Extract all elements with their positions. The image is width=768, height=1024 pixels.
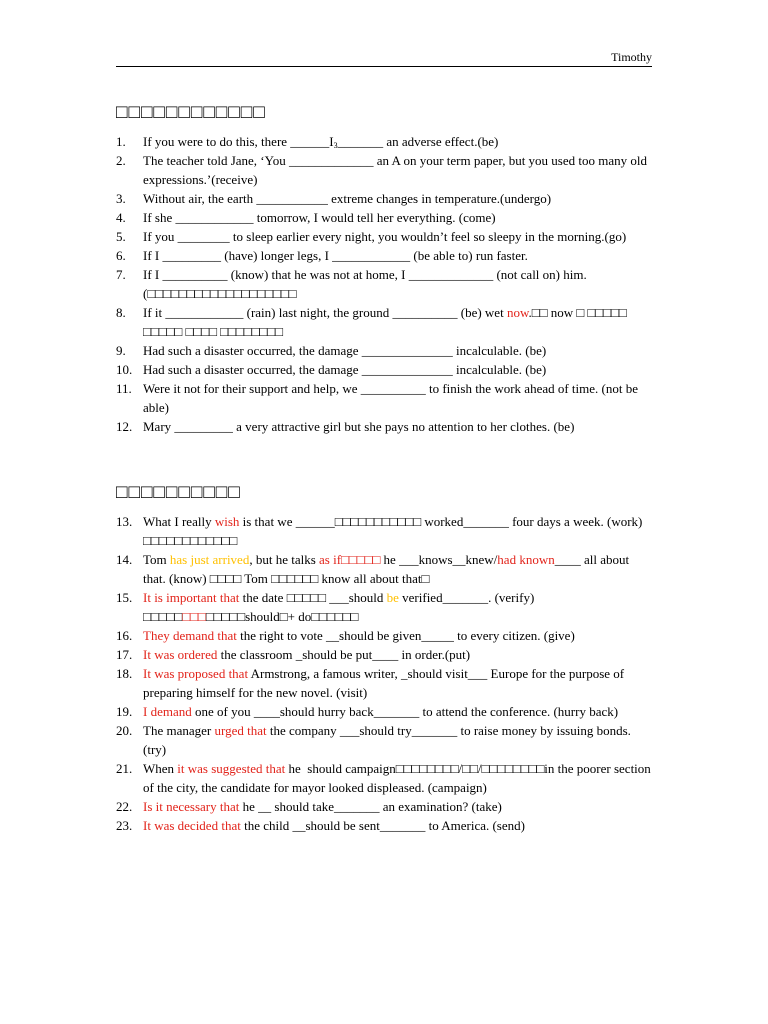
- highlight-red-text: It was proposed that: [143, 666, 249, 681]
- item-text: The teacher told Jane, ‘You _____________ an A on your term paper, but you used too many old expressions.’(receive): [143, 153, 647, 187]
- exercise-item: [116, 341, 652, 360]
- item-text: Were it not for their support and help, we __________ to finish the work ahead of time. (not be able): [143, 381, 639, 415]
- item-number: 4.: [116, 210, 126, 225]
- item-number: 7.: [116, 267, 126, 282]
- item-number: 11.: [116, 381, 132, 396]
- item-text: If you ________ to sleep earlier every night, you wouldn’t feel so sleepy in the morning.(go): [143, 229, 627, 244]
- item-text: The manager: [143, 723, 215, 738]
- item-text: , but he talks: [249, 552, 320, 567]
- item-text: Tom: [143, 552, 170, 567]
- highlight-red-text: It was ordered: [143, 647, 218, 662]
- item-number: 19.: [116, 704, 133, 719]
- exercise-item: [116, 626, 652, 645]
- item-text: If she ____________ tomorrow, I would tell her everything. (come): [143, 210, 496, 225]
- item-text: he should campaign□□□□□□□□/□□/□□□□□□□□in the poorer section of the city, the candidate for mayor looked displeased. (campaign): [143, 761, 651, 795]
- highlight-red-text: I demand: [143, 704, 192, 719]
- item-text: What I really: [143, 514, 215, 529]
- item-number: 22.: [116, 799, 133, 814]
- item-number: 15.: [116, 590, 133, 605]
- highlight-red-text: It was decided that: [143, 818, 241, 833]
- item-number: 3.: [116, 191, 126, 206]
- item-text: Had such a disaster occurred, the damage ______________ incalculable. (be): [143, 362, 547, 377]
- item-text: .□□ now □ □□□□□ □□□□□ □□□□ □□□□□□□□: [143, 305, 627, 339]
- item-text: _______ an adverse effect.(be): [337, 134, 499, 149]
- exercise-item: [116, 208, 652, 227]
- exercise-item: [116, 797, 652, 816]
- exercise-item: [116, 417, 652, 436]
- item-text: If you were to do this, there ______I: [143, 134, 334, 149]
- item-number: 17.: [116, 647, 133, 662]
- exercise-item: [116, 816, 652, 835]
- item-text: verified_______. (verify) □□□□□: [143, 590, 535, 624]
- section-1-list: [116, 132, 652, 436]
- exercise-item: [116, 265, 652, 303]
- section-1-title: □□□□□□□□□□□□: [116, 102, 266, 123]
- item-text: the date □□□□□ ___should: [239, 590, 387, 605]
- item-text: the classroom _should be put____ in order.(put): [217, 647, 471, 662]
- header-author: Timothy: [611, 50, 652, 64]
- item-text: □□□□□should□+ do□□□□□□: [205, 609, 359, 624]
- item-number: 10.: [116, 362, 133, 377]
- highlight-red-text: □□□: [182, 609, 206, 624]
- item-text: the company ___should try_______ to raise money by issuing bonds. (try): [143, 723, 631, 757]
- item-text: Mary _________ a very attractive girl but she pays no attention to her clothes. (be): [143, 419, 575, 434]
- item-text: one of you ____should hurry back_______ to attend the conference. (hurry back): [191, 704, 619, 719]
- section-2-title: □□□□□□□□□□: [116, 482, 241, 503]
- item-number: 13.: [116, 514, 133, 529]
- item-text: Had such a disaster occurred, the damage ______________ incalculable. (be): [143, 343, 547, 358]
- highlight-red-text: urged that: [214, 723, 267, 738]
- exercise-item: [116, 512, 652, 550]
- item-number: 6.: [116, 248, 126, 263]
- item-text: ____ all about that. (know) □□□□ Tom □□□□□□ know all about that□: [143, 552, 630, 586]
- exercise-item: [116, 664, 652, 702]
- item-text: When: [143, 761, 178, 776]
- exercise-item: [116, 702, 652, 721]
- item-number: 9.: [116, 343, 126, 358]
- exercise-item: [116, 759, 652, 797]
- item-text: If I _________ (have) longer legs, I ____________ (be able to) run faster.: [143, 248, 528, 263]
- item-text: the child __should be sent_______ to America. (send): [240, 818, 525, 833]
- highlight-red-text: Is it necessary that: [143, 799, 240, 814]
- highlight-red-text: now: [506, 305, 529, 320]
- highlight-red-text: wish: [214, 514, 240, 529]
- section-2-list: [116, 512, 652, 835]
- highlight-red-text: as if□□□□□: [319, 552, 381, 567]
- item-number: 14.: [116, 552, 133, 567]
- exercise-item: [116, 360, 652, 379]
- item-text: If I __________ (know) that he was not at home, I _____________ (not call on) him.(□□□□□□□□□□□□□□□□□□□: [143, 267, 587, 301]
- highlight-red-text: it was suggested that: [177, 761, 286, 776]
- exercise-item: [116, 132, 652, 151]
- item-text: 3: [333, 141, 338, 150]
- item-number: 23.: [116, 818, 133, 833]
- item-number: 16.: [116, 628, 133, 643]
- item-text: If it ____________ (rain) last night, the ground __________ (be) wet: [143, 305, 507, 320]
- exercise-item: [116, 379, 652, 417]
- exercise-item: [116, 721, 652, 759]
- item-number: 12.: [116, 419, 133, 434]
- item-text: the right to vote __should be given_____ to every citizen. (give): [236, 628, 575, 643]
- item-number: 21.: [116, 761, 133, 776]
- exercise-item: [116, 550, 652, 588]
- item-number: 5.: [116, 229, 126, 244]
- highlight-red-text: They demand that: [143, 628, 237, 643]
- item-text: he __ should take_______ an examination? (take): [239, 799, 502, 814]
- item-number: 18.: [116, 666, 133, 681]
- item-text: Without air, the earth ___________ extreme changes in temperature.(undergo): [143, 191, 552, 206]
- item-text: Armstrong, a famous writer, _should visit___ Europe for the purpose of preparing himself for the new novel. (visit): [143, 666, 625, 700]
- item-number: 20.: [116, 723, 133, 738]
- item-text: is that we ______□□□□□□□□□□□ worked_______ four days a week. (work) □□□□□□□□□□□□: [143, 514, 643, 548]
- exercise-item: [116, 645, 652, 664]
- exercise-item: [116, 588, 652, 626]
- exercise-item: [116, 151, 652, 189]
- highlight-yellow-text: be: [386, 590, 399, 605]
- exercise-item: [116, 303, 652, 341]
- page-header: [116, 48, 652, 67]
- highlight-yellow-text: has just arrived: [169, 552, 250, 567]
- item-text: he ___knows__knew/: [380, 552, 498, 567]
- item-number: 8.: [116, 305, 126, 320]
- exercise-item: [116, 246, 652, 265]
- exercise-item: [116, 189, 652, 208]
- item-number: 1.: [116, 134, 126, 149]
- item-number: 2.: [116, 153, 126, 168]
- highlight-red-text: had known: [497, 552, 555, 567]
- highlight-red-text: It is important that: [143, 590, 240, 605]
- exercise-item: [116, 227, 652, 246]
